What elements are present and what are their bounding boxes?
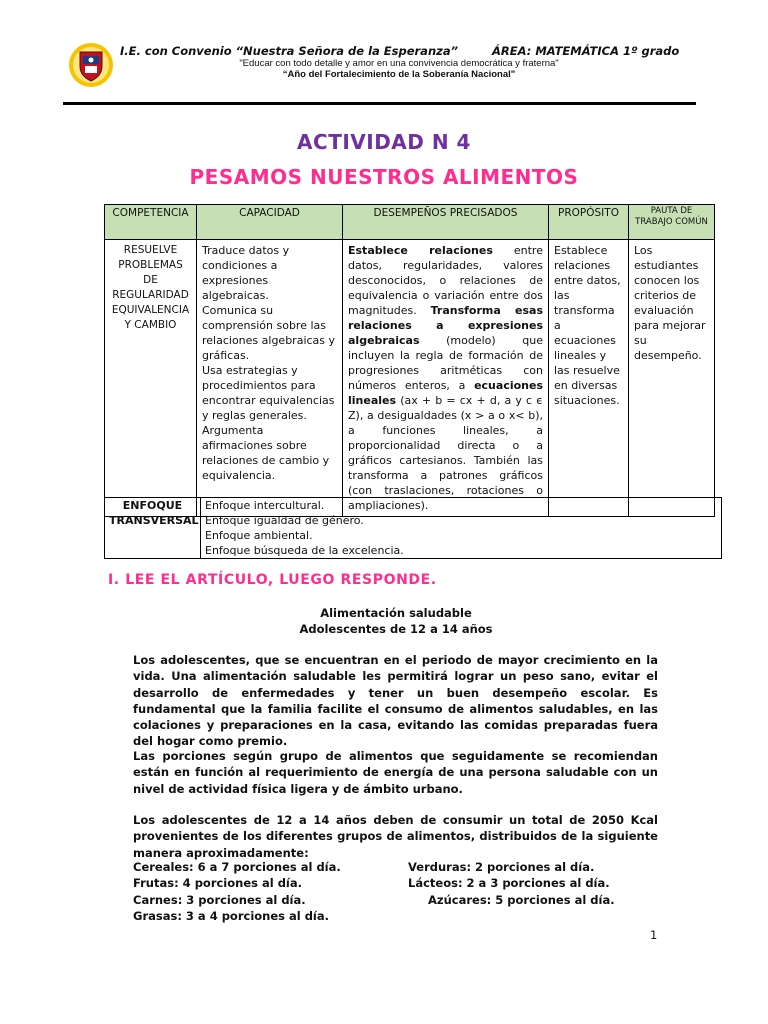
competency-header-row	[105, 205, 715, 240]
portions-left-column	[133, 859, 341, 924]
school-motto: "Educar con todo detalle y amor en una convivencia democrática y fraterna"	[239, 58, 559, 69]
portions-right-column	[408, 859, 615, 908]
proposito-cell: Establece relaciones entre datos, las transforma a ecuaciones lineales y las resuelve en diversas situaciones.	[549, 240, 629, 517]
enfoque-row	[105, 498, 722, 559]
enfoque-item: Enfoque igualdad de género.	[205, 514, 364, 527]
article-paragraph: Las porciones según grupo de alimentos que seguidamente se recomiendan están en función al requerimiento de energía de una persona saludable con un nivel de actividad física ligera y de ámbito urbano.	[133, 749, 658, 796]
header-competencia: COMPETENCIA	[105, 205, 197, 240]
enfoque-item: Enfoque ambiental.	[205, 529, 313, 542]
subject-area: ÁREA: MATEMÁTICA 1º grado	[492, 44, 680, 58]
capacidad-item: Traduce datos y condiciones a expresiones algebraicas.	[202, 244, 290, 302]
desempeno-text: (ax + b = cx + d, a y c ϵ Z), a desigualdades (x > a o x< b), a funciones lineales, a proporcionalidad directa o a gráficos cartesianos. También las transforma a patrones gráficos (con traslaciones, rotaciones o ampliaciones).	[348, 394, 543, 512]
portion-item: Grasas: 3 a 4 porciones al día.	[133, 908, 330, 923]
portion-item: Frutas: 4 porciones al día.	[133, 876, 302, 891]
article-title: Alimentación saludable	[320, 606, 472, 620]
desempeno-bold: Establece relaciones	[348, 244, 493, 257]
capacidad-item: Argumenta afirmaciones sobre relaciones de cambio y equivalencia.	[202, 424, 330, 482]
article-paragraph: Los adolescentes, que se encuentran en el periodo de mayor crecimiento en la vida. Una alimentación saludable les permitirá lograr un peso sano, evitar el desarrollo de enfermedades y tener un buen desempeño escolar. Es fundamental que la familia facilite el consumo de alimentos saludables, en las colaciones y preparaciones en la casa, evitando las comidas preparadas fuera del hogar como premio.	[133, 653, 658, 749]
header-proposito: PROPÓSITO	[549, 205, 629, 240]
article-subtitle: Adolescentes de 12 a 14 años	[299, 622, 493, 636]
capacidad-item: Usa estrategias y procedimientos para encontrar equivalencias y reglas generales.	[202, 364, 335, 422]
portion-item: Azúcares: 5 porciones al día.	[428, 892, 615, 907]
portion-item: Lácteos: 2 a 3 porciones al día.	[408, 876, 610, 891]
enfoque-item: Enfoque búsqueda de la excelencia.	[205, 544, 404, 557]
enfoque-table	[104, 497, 722, 559]
portion-item: Carnes: 3 porciones al día.	[133, 892, 306, 907]
competency-table	[104, 204, 715, 517]
desempeno-text: (modelo) que incluyen la regla de formación de progresiones aritméticas con números enteros, a	[348, 334, 543, 392]
article-paragraph: Los adolescentes de 12 a 14 años deben de consumir un total de 2050 Kcal provenientes de los diferentes grupos de alimentos, distribuidos de la siguiente manera aproximadamente:	[133, 813, 658, 860]
portion-item: Verduras: 2 porciones al día.	[408, 860, 595, 874]
capacidad-cell	[197, 240, 343, 517]
page-number: 1	[650, 928, 658, 942]
competencia-cell: RESUELVE PROBLEMAS DE REGULARIDAD EQUIVALENCIA Y CAMBIO	[105, 240, 197, 517]
article-heading	[0, 605, 768, 637]
capacidad-item: Comunica su comprensión sobre las relaciones algebraicas y gráficas.	[202, 304, 336, 362]
desempeno-bold: ecuaciones lineales	[348, 379, 543, 407]
enfoque-label: ENFOQUE TRANSVERSAL	[105, 498, 201, 559]
header-desempenos: DESEMPEÑOS PRECISADOS	[343, 205, 549, 240]
desempeno-text: entre datos, regularidades, valores desconocidos, o relaciones de equivalencia o variación entre dos magnitudes.	[348, 244, 543, 317]
desempeno-bold: Transforma esas relaciones a expresiones algebraicas	[348, 304, 543, 347]
header-capacidad: CAPACIDAD	[197, 205, 343, 240]
portion-item: Cereales: 6 a 7 porciones al día.	[133, 860, 341, 874]
desempenos-cell	[343, 240, 549, 517]
activity-subtitle: PESAMOS NUESTROS ALIMENTOS	[189, 165, 579, 189]
activity-title: ACTIVIDAD N 4	[297, 130, 471, 154]
enfoque-item: Enfoque intercultural.	[205, 499, 325, 512]
school-name: I.E. con Convenio “Nuestra Señora de la Esperanza”	[120, 44, 458, 58]
section-heading: I. LEE EL ARTÍCULO, LUEGO RESPONDE.	[108, 572, 437, 588]
competency-body-row	[105, 240, 715, 517]
header-divider	[63, 102, 696, 105]
enfoque-list	[201, 498, 722, 559]
pauta-cell: Los estudiantes conocen los criterios de evaluación para mejorar su desempeño.	[629, 240, 715, 517]
year-name: “Año del Fortalecimiento de la Soberanía Nacional"	[282, 69, 516, 80]
header-pauta: PAUTA DE TRABAJO COMÚN	[629, 205, 715, 240]
